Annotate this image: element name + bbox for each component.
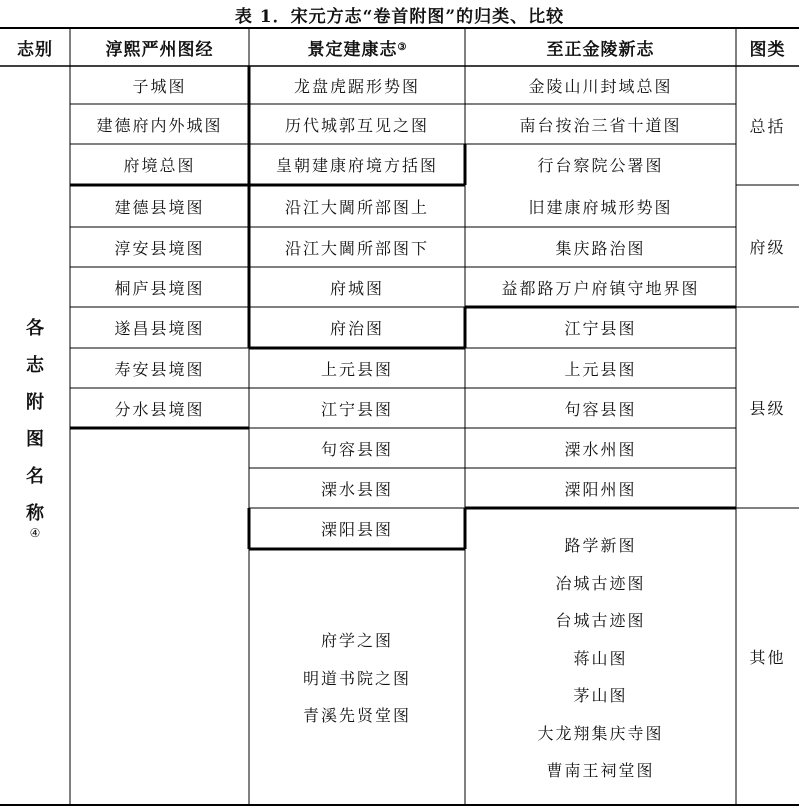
table-cell: 溧阳县图 xyxy=(320,520,393,539)
table-cell: 南台按治三省十道图 xyxy=(519,115,682,135)
table-cell: 皇朝建康府境方括图 xyxy=(275,156,438,175)
category-zongkuo: 总括 xyxy=(749,117,786,136)
table-cell: 建德县境图 xyxy=(114,197,205,217)
table-title: 表 1．宋元方志“卷首附图”的归类、比较 xyxy=(234,7,565,27)
category-xianji: 县级 xyxy=(749,399,786,418)
table-cell: 沿江大閫所部图下 xyxy=(284,238,429,258)
table-cell: 子城图 xyxy=(132,76,187,96)
zhizheng-other-list xyxy=(465,527,736,790)
table-cell: 历代城郭互见之图 xyxy=(284,115,429,135)
list-item: 台城古迹图 xyxy=(555,611,646,630)
list-item: 茅山图 xyxy=(573,686,628,705)
table-cell: 桐庐县境图 xyxy=(114,278,205,298)
header-col-zhizheng: 至正金陵新志 xyxy=(546,39,655,60)
table-cell: 府城图 xyxy=(329,278,384,298)
header-col-tulei: 图类 xyxy=(749,39,786,60)
row-label-char: 附 xyxy=(26,392,44,413)
header-col-chunxi: 淳熙严州图经 xyxy=(105,39,214,60)
list-item: 大龙翔集庆寺图 xyxy=(537,723,664,743)
list-item: 路学新图 xyxy=(564,536,637,555)
table-cell: 集庆路治图 xyxy=(555,238,646,258)
table-cell: 江宁县图 xyxy=(564,319,637,338)
header-col-zhibie: 志别 xyxy=(17,39,53,60)
table-cell: 句容县图 xyxy=(564,399,637,419)
jingding-other-list xyxy=(249,622,465,735)
table-cell: 金陵山川封域总图 xyxy=(528,76,673,96)
table-cell: 府境总图 xyxy=(123,156,196,175)
table-cell: 益都路万户府镇守地界图 xyxy=(501,278,700,298)
list-item: 蒋山图 xyxy=(573,648,628,668)
header-col-jingding xyxy=(249,28,465,66)
table-cell: 淳安县境图 xyxy=(114,238,205,258)
row-label-char: 图 xyxy=(26,429,44,450)
footnote-marker: ③ xyxy=(397,41,407,53)
list-item: 明道书院之图 xyxy=(302,668,411,688)
table-cell: 江宁县图 xyxy=(320,399,393,419)
row-label-char: 名 xyxy=(26,466,44,487)
table-cell: 分水县境图 xyxy=(114,399,205,419)
table-cell: 溧阳州图 xyxy=(564,479,637,499)
table-cell: 寿安县境图 xyxy=(114,359,205,379)
list-item: 府学之图 xyxy=(320,631,393,650)
table-cell: 句容县图 xyxy=(320,439,393,459)
list-item: 冶城古迹图 xyxy=(555,573,646,593)
row-label-char: 称 xyxy=(26,503,44,524)
table-cell: 沿江大閫所部图上 xyxy=(284,197,429,217)
table-cell: 遂昌县境图 xyxy=(114,319,205,338)
table-cell: 行台察院公署图 xyxy=(537,156,664,175)
table-cell: 府治图 xyxy=(329,319,384,338)
table-cell: 上元县图 xyxy=(564,359,637,379)
table-cell: 上元县图 xyxy=(320,359,393,379)
row-label-vertical xyxy=(0,310,70,540)
category-qita: 其他 xyxy=(749,648,786,667)
table-cell: 建德府内外城图 xyxy=(96,115,223,135)
list-item: 曹南王祠堂图 xyxy=(546,761,655,780)
table-cell: 龙盘虎踞形势图 xyxy=(293,76,420,96)
table-cell: 旧建康府城形势图 xyxy=(528,197,673,217)
category-fuji: 府级 xyxy=(749,237,786,257)
list-item: 青溪先贤堂图 xyxy=(302,706,411,725)
footnote-marker: ④ xyxy=(29,526,41,540)
header-col-jingding-label: 景定建康志 xyxy=(307,39,398,60)
table-cell: 溧水县图 xyxy=(320,479,393,499)
table-cell: 溧水州图 xyxy=(564,439,637,459)
row-label-char: 志 xyxy=(26,355,44,376)
row-label-char: 各 xyxy=(26,318,44,339)
